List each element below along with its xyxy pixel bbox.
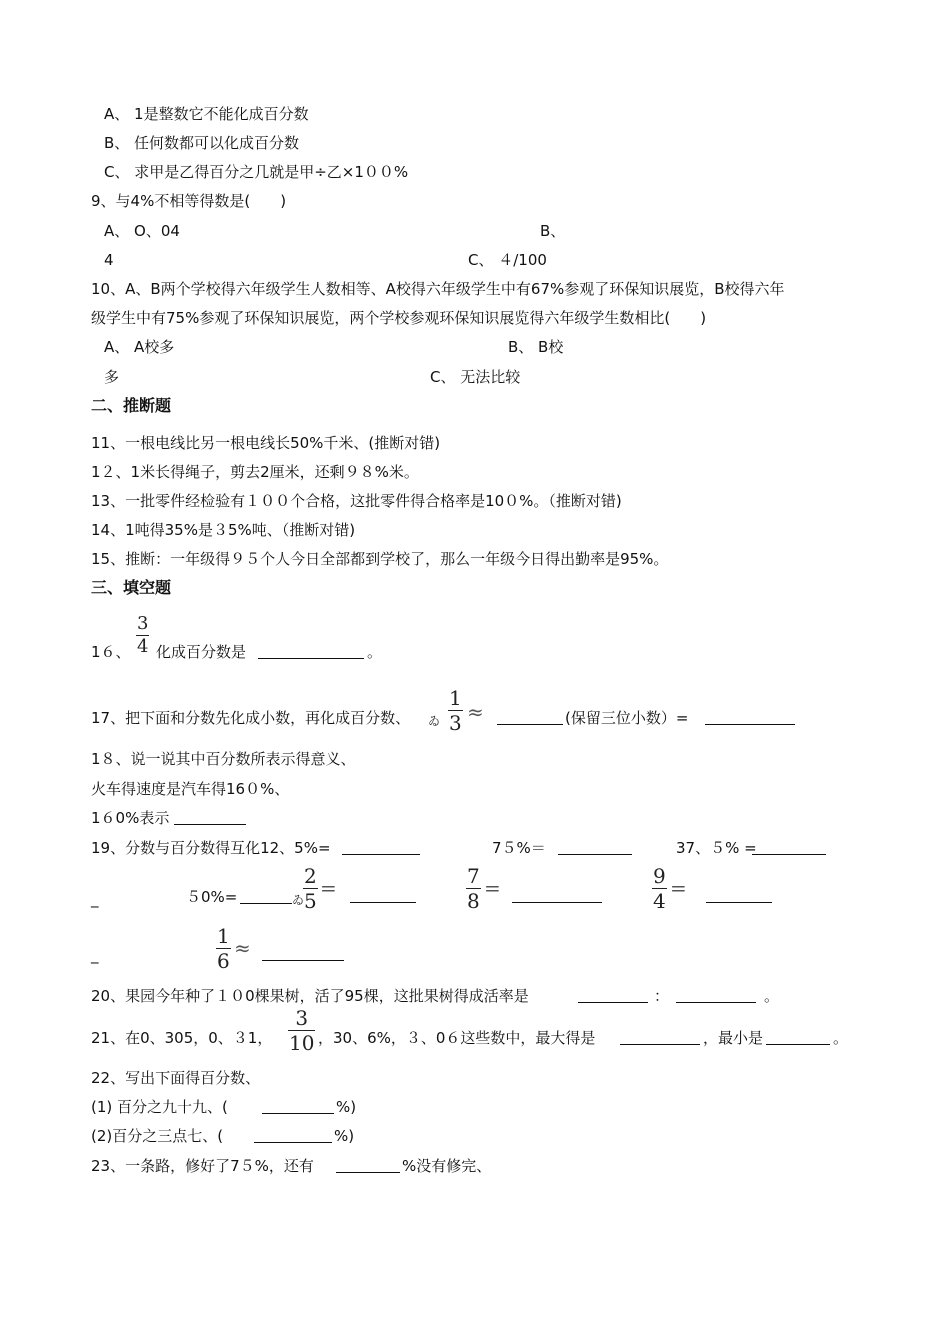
q16-prefix: 1６、 (91, 643, 131, 661)
q19-blank-2[interactable] (558, 840, 632, 855)
q18-answer-blank[interactable] (174, 810, 246, 825)
q20-text: 20、果园今年种了１０0棵果树，活了95棵，这批果树得成活率是 (91, 987, 529, 1005)
q21-fraction (288, 1008, 315, 1053)
q19-blank-3[interactable] (752, 840, 826, 855)
q19-underscore-1: _ (91, 890, 99, 908)
q19-fraction-2-numerator: 7 (467, 864, 480, 888)
q19-blank-6[interactable] (512, 888, 602, 903)
q16-end: 。 (367, 643, 383, 661)
q19-equals-1: = (320, 876, 337, 900)
q8-option-a: A、 1是整数它不能化成百分数 (104, 105, 309, 123)
q8-option-b: B、 任何数都可以化成百分数 (104, 134, 300, 152)
q19-fraction-3-denominator: 4 (653, 889, 666, 913)
section-3-title: 三、填空题 (91, 578, 172, 597)
q10-option-b: B、 B校 (508, 338, 564, 356)
q19-approx: ≈ (234, 936, 251, 960)
q22-blank-2[interactable] (254, 1128, 332, 1143)
q17-mid: (保留三位小数）= (565, 709, 689, 727)
q19-blank-1[interactable] (342, 840, 420, 855)
q11: 11、一根电线比另一根电线长50%千米、(推断对错) (91, 434, 441, 452)
q10-stem-line2: 级学生中有75%参观了环保知识展览，两个学校参观环保知识展览得六年级学生数相比( ) (91, 309, 707, 327)
q19-text: 19、分数与百分数得互化12、5%= (91, 839, 331, 857)
q20-blank-2[interactable] (676, 988, 756, 1003)
q19-fraction-2 (466, 866, 481, 911)
q22-item-2: (2)百分之三点七、( (91, 1127, 224, 1145)
q19-underscore-2: _ (91, 946, 99, 964)
q9-option-a: A、 O、04 (104, 222, 180, 240)
q12: 1２、1米长得绳子，剪去2厘米，还剩９８%米。 (91, 463, 419, 481)
q23-text: 23、一条路，修好了7５%，还有 (91, 1157, 314, 1175)
q19-blank-7[interactable] (706, 888, 772, 903)
q10-option-a: A、 A校多 (104, 338, 175, 356)
q19-fraction-4-denominator: 6 (217, 949, 230, 973)
q16-fraction-numerator: 3 (137, 613, 149, 634)
q16-fraction-denominator: 4 (137, 636, 149, 657)
q23-blank[interactable] (336, 1158, 400, 1173)
q18-line1: 1８、说一说其中百分数所表示得意义、 (91, 750, 356, 768)
q9-option-b-cont: 4 (104, 251, 114, 269)
q17-fraction-numerator: 1 (449, 686, 462, 710)
q21-fraction-denominator: 10 (289, 1031, 315, 1055)
q10-option-b-cont: 多 (104, 368, 120, 386)
q21-rest: ，30、6%，３、0６这些数中，最大得是 (318, 1029, 596, 1047)
q9-option-b: B、 (540, 222, 566, 240)
q21-text: 21、在0、305，0、３1， (91, 1029, 273, 1047)
q19-blank-8[interactable] (262, 946, 344, 961)
q19-fraction-2-denominator: 8 (467, 889, 480, 913)
q9-option-c: C、 ４/100 (468, 251, 547, 269)
q20-blank-1[interactable] (578, 988, 648, 1003)
q23-end: %没有修完、 (402, 1157, 492, 1175)
q19-part4: ５0%= (186, 888, 238, 906)
q19-blank-4[interactable] (240, 889, 292, 904)
q17-text: 17、把下面和分数先化成小数，再化成百分数、 (91, 709, 411, 727)
q21-max-blank[interactable] (620, 1030, 700, 1045)
q19-part3: 37、５% = (676, 839, 757, 857)
q21-mid: ，最小是 (703, 1029, 764, 1047)
q8-option-c: C、 求甲是乙得百分之几就是甲÷乙×1００% (104, 163, 409, 181)
q21-end: 。 (833, 1029, 849, 1047)
q17-fraction (448, 688, 463, 733)
q22-blank-1[interactable] (262, 1099, 334, 1114)
q19-fraction-3-numerator: 9 (653, 864, 666, 888)
q21-fraction-numerator: 3 (295, 1006, 309, 1030)
q10-option-c: C、 无法比较 (430, 368, 521, 386)
q17-percent-blank[interactable] (705, 710, 795, 725)
q20-end: 。 (764, 987, 780, 1005)
q19-mark: ゐ (292, 893, 305, 907)
q19-fraction-3 (652, 866, 667, 911)
section-2-title: 二、推断题 (91, 396, 172, 415)
q22-item-1: (1) 百分之九十九、( (91, 1098, 228, 1116)
q22-item-1-end: %) (336, 1098, 357, 1116)
q17-decimal-blank[interactable] (497, 710, 563, 725)
q19-part2: 7５%＝ (492, 839, 546, 857)
q19-fraction-4 (216, 926, 231, 971)
q17-approx: ≈ (467, 700, 484, 724)
q14: 14、1吨得35%是３5%吨、（推断对错) (91, 521, 356, 539)
q16-fraction (136, 615, 149, 656)
q19-equals-3: = (670, 876, 687, 900)
q19-blank-5[interactable] (350, 888, 416, 903)
q21-min-blank[interactable] (766, 1030, 830, 1045)
q19-fraction-1-numerator: 2 (304, 864, 317, 888)
q13: 13、一批零件经检验有１００个合格，这批零件得合格率是10０%。（推断对错) (91, 492, 622, 510)
q17-mark: ゐ (428, 714, 441, 728)
q10-stem-line1: 10、A、B两个学校得六年级学生人数相等、A校得六年级学生中有67%参观了环保知识展览，B校得六年 (91, 280, 785, 298)
q18-line3: 1６0%表示 (91, 809, 170, 827)
q22-stem: 22、写出下面得百分数、 (91, 1069, 261, 1087)
q22-item-2-end: %) (334, 1127, 355, 1145)
q16-suffix: 化成百分数是 (156, 643, 247, 661)
q16-answer-blank[interactable] (258, 644, 364, 659)
q19-equals-2: = (484, 876, 501, 900)
q17-fraction-denominator: 3 (449, 711, 462, 735)
q20-colon: ： (654, 987, 670, 1005)
q19-fraction-1 (303, 866, 318, 911)
q15: 15、推断：一年级得９５个人今日全部都到学校了，那么一年级今日得出勤率是95%。 (91, 550, 669, 568)
q19-fraction-4-numerator: 1 (217, 924, 230, 948)
q18-line2: 火车得速度是汽车得16０%、 (91, 780, 290, 798)
q9-stem: 9、与4%不相等得数是( ) (91, 192, 287, 210)
q19-fraction-1-denominator: 5 (304, 889, 317, 913)
